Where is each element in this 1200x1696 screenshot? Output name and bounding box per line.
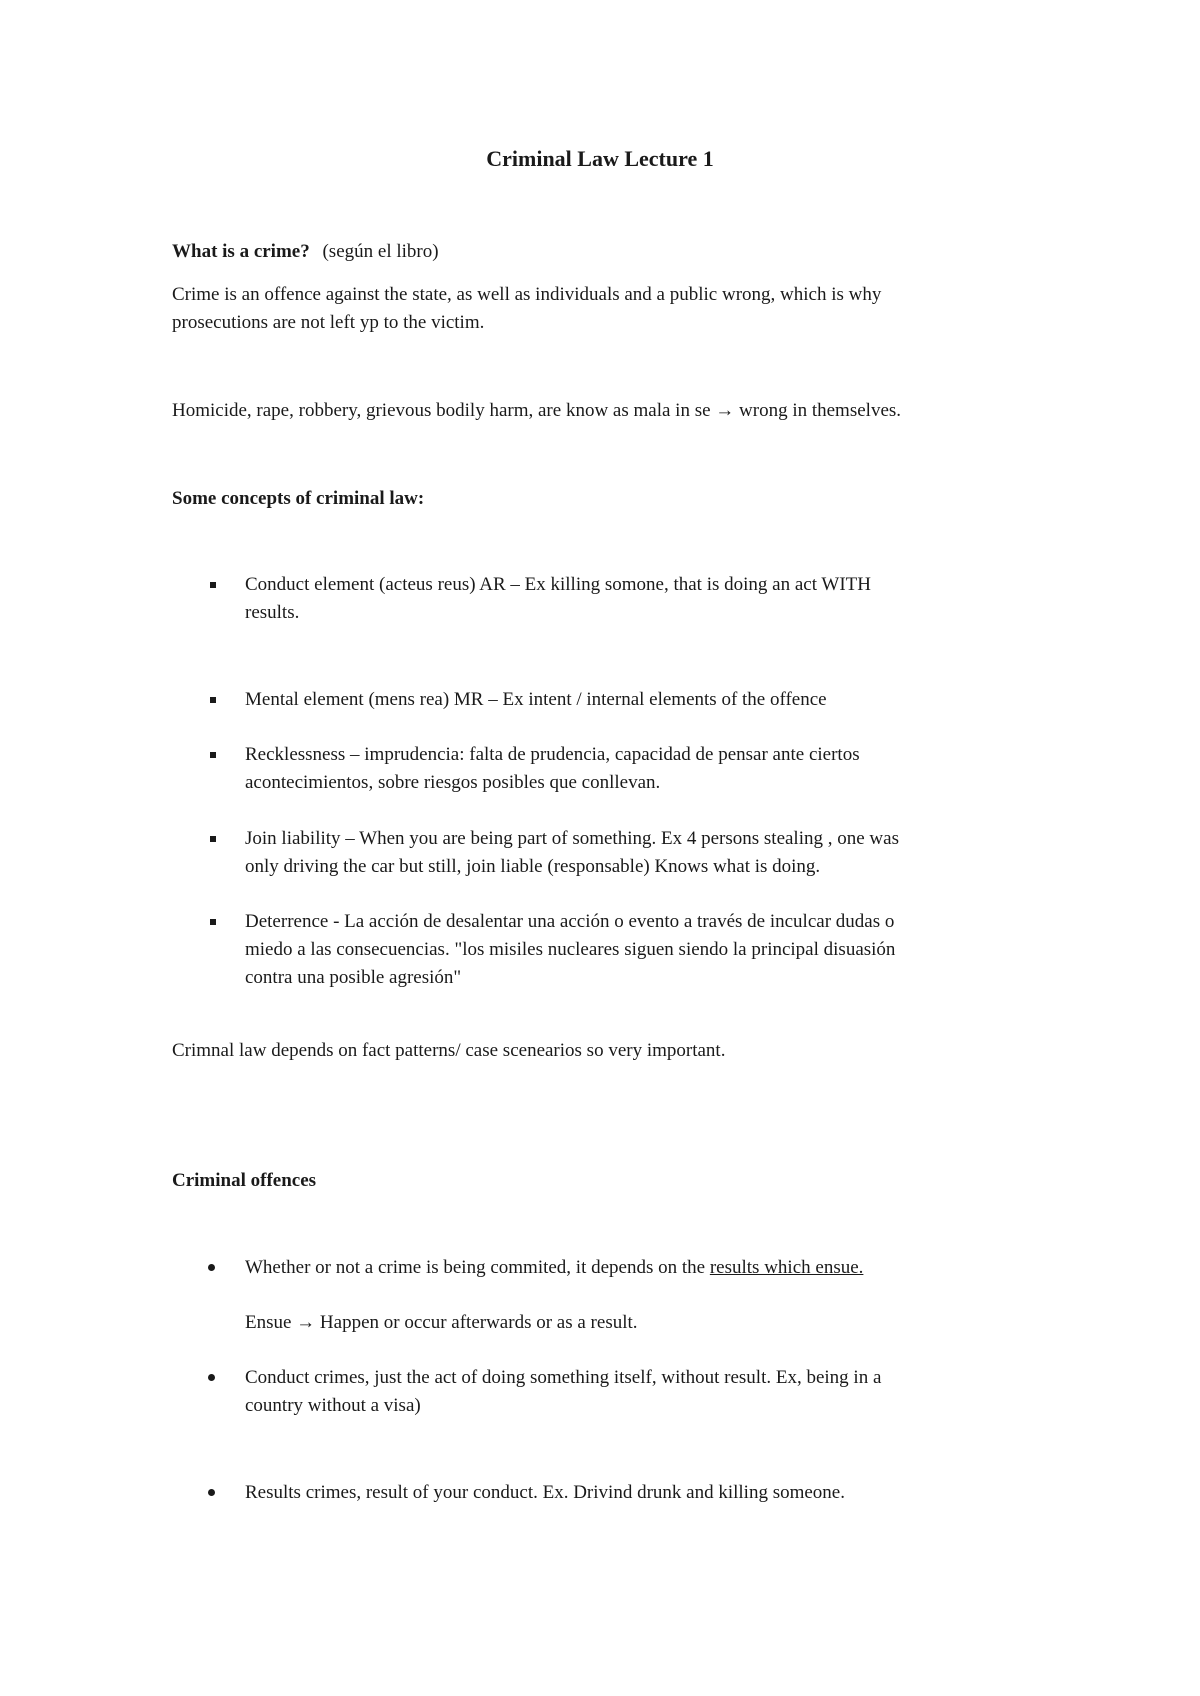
list-item-line: Mental element (mens rea) MR – Ex intent / internal elements of the offence	[245, 689, 827, 710]
list-item-line: miedo a las consecuencias. "los misiles nucleares siguen siendo la principal disuasión	[245, 939, 896, 960]
heading-text: What is a crime?	[172, 241, 310, 262]
paragraph-mala-in-se: Homicide, rape, robbery, grievous bodily harm, are know as mala in se → wrong in themselves.	[172, 400, 902, 421]
section-heading-criminal-offences: Criminal offences	[172, 1170, 317, 1191]
paragraph-line: prosecutions are not left yp to the victim.	[172, 312, 485, 333]
square-bullet-icon	[210, 582, 216, 588]
list-item-line: country without a visa)	[245, 1395, 421, 1416]
list-item-line: Conduct element (acteus reus) AR – Ex killing somone, that is doing an act WITH	[245, 574, 871, 595]
list-item-line: contra una posible agresión"	[245, 967, 462, 988]
paragraph-line: Crime is an offence against the state, as well as individuals and a public wrong, which is why	[172, 284, 882, 305]
round-bullet-icon	[208, 1489, 215, 1496]
list-item-line: Recklessness – imprudencia: falta de prudencia, capacidad de pensar ante ciertos	[245, 744, 860, 765]
list-item-line: Join liability – When you are being part of something. Ex 4 persons stealing , one was	[245, 828, 899, 849]
list-item-line: only driving the car but still, join liable (responsable) Knows what is doing.	[245, 856, 821, 877]
list-item-line: acontecimientos, sobre riesgos posibles que conllevan.	[245, 772, 661, 793]
list-item-text: Whether or not a crime is being commited, it depends on the	[245, 1257, 710, 1278]
page-title: Criminal Law Lecture 1	[486, 146, 714, 171]
square-bullet-icon	[210, 836, 216, 842]
list-item-line: Deterrence - La acción de desalentar una acción o evento a través de inculcar dudas o	[245, 911, 895, 932]
section-heading-concepts: Some concepts of criminal law:	[172, 488, 425, 509]
square-bullet-icon	[210, 919, 216, 925]
paragraph-closing: Crimnal law depends on fact patterns/ case scenearios so very important.	[172, 1040, 726, 1061]
list-item-line	[245, 1254, 863, 1282]
section-heading-what-is-crime	[172, 238, 439, 266]
list-item-line: Conduct crimes, just the act of doing something itself, without result. Ex, being in a	[245, 1367, 882, 1388]
heading-note: (según el libro)	[322, 241, 439, 262]
list-item-line: results.	[245, 602, 300, 623]
square-bullet-icon	[210, 697, 216, 703]
round-bullet-icon	[208, 1374, 215, 1381]
square-bullet-icon	[210, 752, 216, 758]
ensue-definition: Ensue → Happen or occur afterwards or as a result.	[245, 1312, 638, 1333]
list-item-line: Results crimes, result of your conduct. Ex. Drivind drunk and killing someone.	[245, 1482, 845, 1503]
round-bullet-icon	[208, 1264, 215, 1271]
underlined-phrase: results which ensue.	[709, 1257, 864, 1278]
